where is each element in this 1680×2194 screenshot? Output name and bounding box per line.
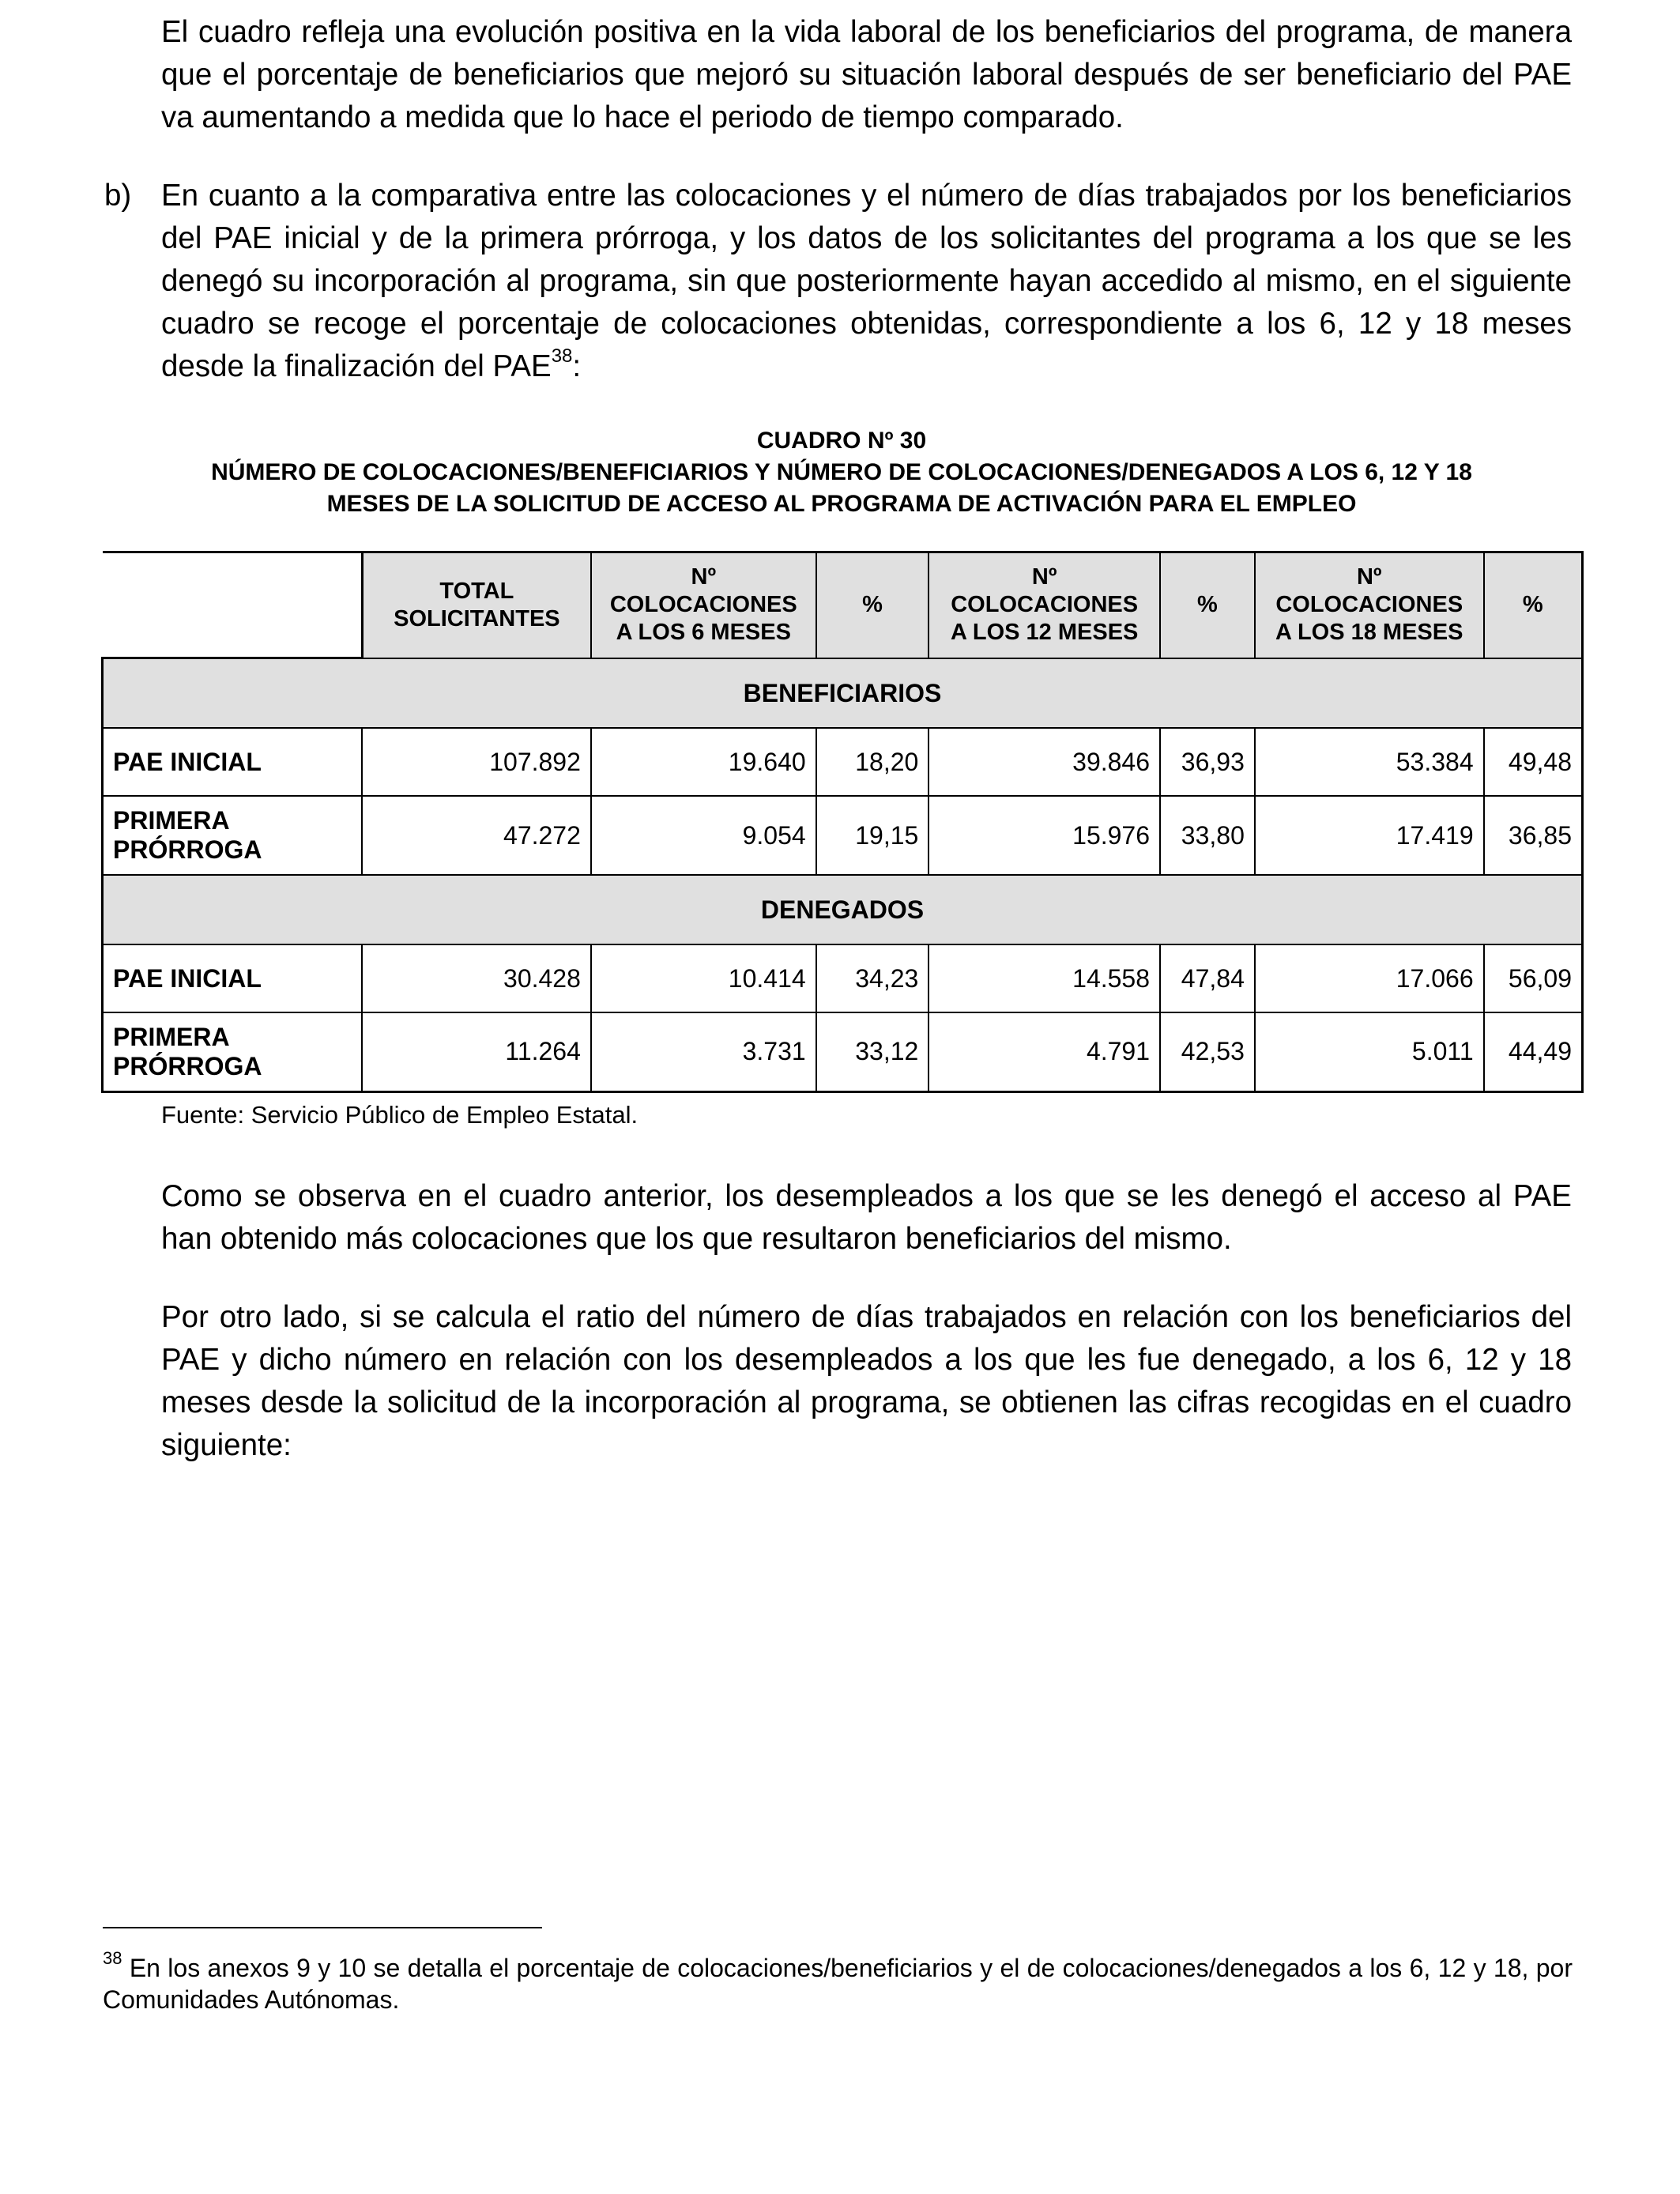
- paragraph-b-end: :: [572, 349, 582, 383]
- header-col6: Nº COLOCACIONES A LOS 6 MESES: [591, 552, 816, 658]
- cell-n18: 17.419: [1255, 796, 1484, 875]
- cell-p18: 49,48: [1484, 728, 1583, 796]
- cell-p18: 56,09: [1484, 944, 1583, 1012]
- section-title: DENEGADOS: [103, 875, 1583, 944]
- cell-p18: 44,49: [1484, 1012, 1583, 1091]
- cell-total: 30.428: [362, 944, 590, 1012]
- row-label: PAE INICIAL: [103, 944, 363, 1012]
- paragraph-b-text: En cuanto a la comparativa entre las colocaciones y el número de días trabajados por los beneficiarios del PAE inicial y de la primera prórroga, y los datos de los solicitantes del programa a los que se les denegó su incorporación al programa, sin que posteriormente hayan accedido al mismo, en el siguiente cuadro se recoge el porcentaje de colocaciones obtenidas, correspondiente a los 6, 12 y 18 meses desde la finalización del PAE: [161, 179, 1572, 383]
- footnote: [103, 1948, 1573, 2015]
- table-number: CUADRO Nº 30: [756, 428, 927, 454]
- table-row: [103, 1012, 1583, 1091]
- header-pct6: %: [816, 552, 929, 658]
- header-pct18: %: [1484, 552, 1583, 658]
- cell-total: 11.264: [362, 1012, 590, 1091]
- cell-n18: 53.384: [1255, 728, 1484, 796]
- paragraph-b: [161, 175, 1572, 388]
- header-col12: Nº COLOCACIONES A LOS 12 MESES: [929, 552, 1160, 658]
- cell-n18: 17.066: [1255, 944, 1484, 1012]
- row-label: PRIMERA PRÓRROGA: [103, 796, 363, 875]
- cell-total: 47.272: [362, 796, 590, 875]
- cell-n6: 10.414: [591, 944, 816, 1012]
- header-total: TOTAL SOLICITANTES: [362, 552, 590, 658]
- cell-p18: 36,85: [1484, 796, 1583, 875]
- intro-paragraph: El cuadro refleja una evolución positiva en la vida laboral de los beneficiarios del programa, de manera que el porcentaje de beneficiarios que mejoró su situación laboral después de ser beneficiario del PAE va aumentando a medida que lo hace el periodo de tiempo comparado.: [161, 15, 1572, 134]
- footnote-text: En los anexos 9 y 10 se detalla el porcentaje de colocaciones/beneficiarios y el de colocaciones/denegados a los 6, 12 y 18, por Comunidades Autónomas.: [103, 1954, 1573, 2014]
- cell-p6: 19,15: [816, 796, 929, 875]
- cell-p12: 36,93: [1160, 728, 1255, 796]
- cell-n6: 19.640: [591, 728, 816, 796]
- cell-n18: 5.011: [1255, 1012, 1484, 1091]
- cell-n6: 9.054: [591, 796, 816, 875]
- section-row-denegados: [103, 875, 1583, 944]
- cell-p6: 18,20: [816, 728, 929, 796]
- section-row-beneficiarios: [103, 658, 1583, 729]
- data-table: [101, 551, 1584, 1093]
- header-blank: [103, 552, 363, 658]
- ratio-paragraph: Por otro lado, si se calcula el ratio del número de días trabajados en relación con los beneficiarios del PAE y dicho número en relación con los desempleados a los que les fue denegado, a los 6, 12 y 18 meses desde la solicitud de la incorporación al programa, se obtienen las cifras recogidas en el cuadro siguiente:: [161, 1300, 1572, 1462]
- cell-n12: 14.558: [929, 944, 1160, 1012]
- table-title-line1: NÚMERO DE COLOCACIONES/BENEFICIARIOS Y NÚMERO DE COLOCACIONES/DENEGADOS A LOS 6, 12 Y 18: [211, 459, 1472, 485]
- table-row: [103, 944, 1583, 1012]
- row-label: PRIMERA PRÓRROGA: [103, 1012, 363, 1091]
- cell-p12: 33,80: [1160, 796, 1255, 875]
- header-pct12: %: [1160, 552, 1255, 658]
- section-title: BENEFICIARIOS: [103, 658, 1583, 729]
- cell-n12: 39.846: [929, 728, 1160, 796]
- footnote-ref[interactable]: 38: [551, 345, 573, 368]
- table-title-line2: MESES DE LA SOLICITUD DE ACCESO AL PROGRAMA DE ACTIVACIÓN PARA EL EMPLEO: [326, 491, 1357, 517]
- cell-p6: 33,12: [816, 1012, 929, 1091]
- cell-total: 107.892: [362, 728, 590, 796]
- header-row: [103, 552, 1583, 658]
- cell-p12: 42,53: [1160, 1012, 1255, 1091]
- footnote-number: 38: [103, 1948, 122, 1969]
- list-marker-b: b): [104, 179, 132, 213]
- header-col18: Nº COLOCACIONES A LOS 18 MESES: [1255, 552, 1484, 658]
- row-label: PAE INICIAL: [103, 728, 363, 796]
- cell-p12: 47,84: [1160, 944, 1255, 1012]
- table-source: Fuente: Servicio Público de Empleo Estatal.: [161, 1101, 638, 1129]
- table-row: [103, 796, 1583, 875]
- observation-paragraph: Como se observa en el cuadro anterior, los desempleados a los que se les denegó el acceso al PAE han obtenido más colocaciones que los que resultaron beneficiarios del mismo.: [161, 1179, 1572, 1256]
- cell-p6: 34,23: [816, 944, 929, 1012]
- table-row: [103, 728, 1583, 796]
- cell-n12: 15.976: [929, 796, 1160, 875]
- footnote-separator: [103, 1927, 542, 1928]
- cell-n12: 4.791: [929, 1012, 1160, 1091]
- cell-n6: 3.731: [591, 1012, 816, 1091]
